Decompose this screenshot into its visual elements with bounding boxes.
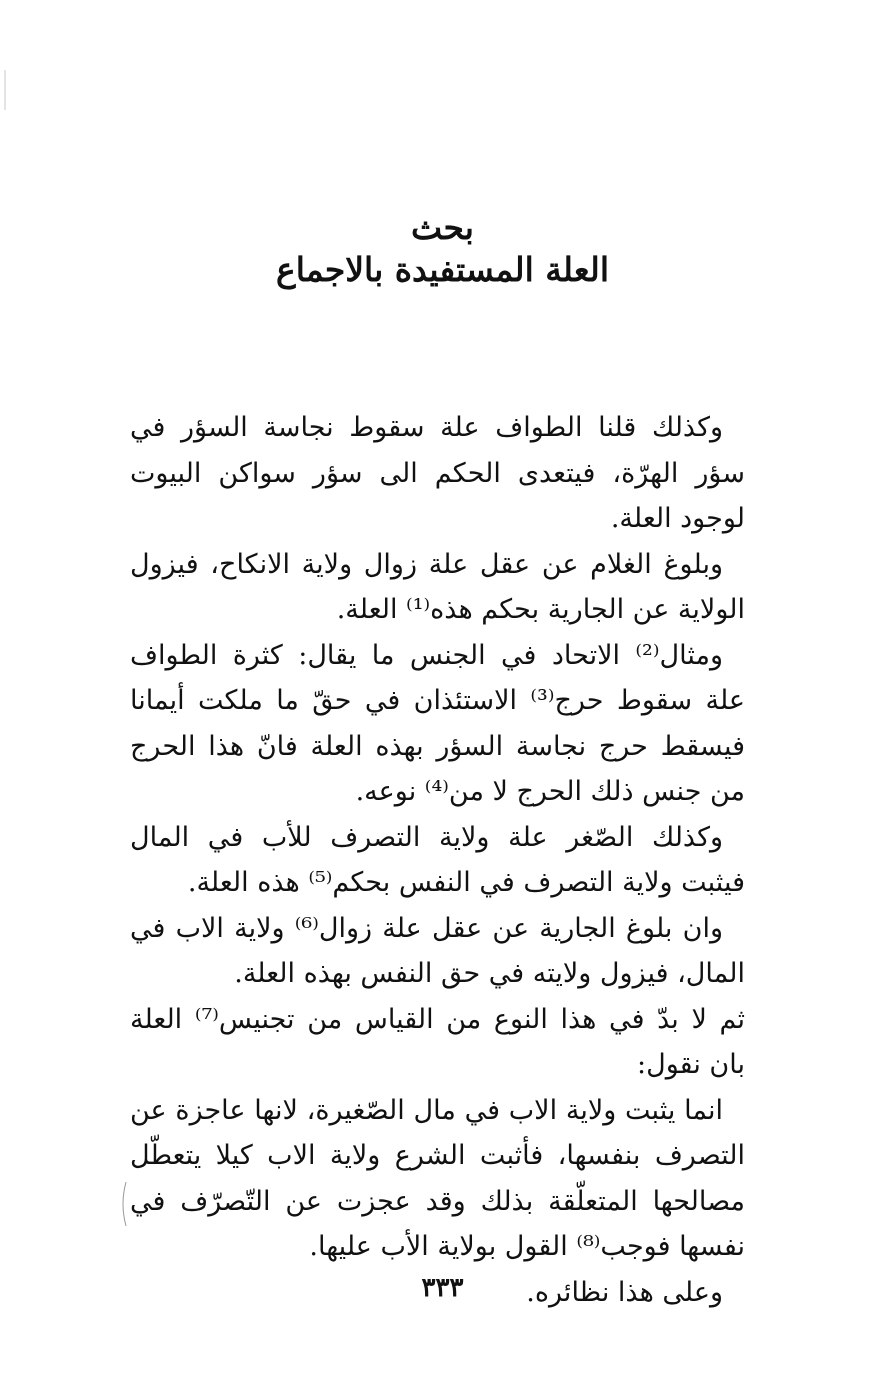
paragraph-6: ثم لا بدّ في هذا النوع من القياس من تجنيس⁽⁷⁾ العلة بان نقول: [130,1003,745,1080]
paragraph-7: انما يثبت ولاية الاب في مال الصّغيرة، لانها عاجزة عن التصرف بنفسها، فأثبت الشرع ولاية الاب كيلا يتعطّل مصالحها المتعلّقة بذلك وقد عجزت عن التّصرّف في نفسها فوجب⁽⁸⁾ القول بولاية الأب عليها. [130,1094,745,1262]
paragraph-3: ومثال⁽²⁾ الاتحاد في الجنس ما يقال: كثرة الطواف علة سقوط حرج⁽³⁾ الاستئذان في حقّ ما ملكت أيمانا فيسقط حرج نجاسة السؤر بهذه العلة فانّ هذا الحرج من جنس ذلك الحرج لا من⁽⁴⁾ نوعه. [130,639,745,807]
paragraph-4: وكذلك الصّغر علة ولاية التصرف للأب في المال فيثبت ولاية التصرف في النفس بحكم⁽⁵⁾ هذه العلة. [130,821,745,898]
paragraph-1: وكذلك قلنا الطواف علة سقوط نجاسة السؤر في سؤر الهرّة، فيتعدى الحكم الى سؤر سواكن البيوت لوجود العلة. [130,412,745,534]
paragraph-5: وان بلوغ الجارية عن عقل علة زوال⁽⁶⁾ ولاية الاب في المال، فيزول ولايته في حق النفس بهذه العلة. [130,912,745,989]
paragraph-8: وعلى هذا نظائره. [526,1276,723,1308]
section-label: بحث [411,208,474,247]
page-number: ٣٣٣ [421,1273,464,1303]
page-edge-mark [2,70,8,110]
margin-bracket-mark [118,1180,128,1228]
paragraph-2: وبلوغ الغلام عن عقل علة زوال ولاية الانكاح، فيزول الولاية عن الجارية بحكم هذه⁽¹⁾ العلة. [130,548,745,625]
section-title: العلة المستفيدة بالاجماع [276,250,609,289]
body-text [130,405,745,1315]
